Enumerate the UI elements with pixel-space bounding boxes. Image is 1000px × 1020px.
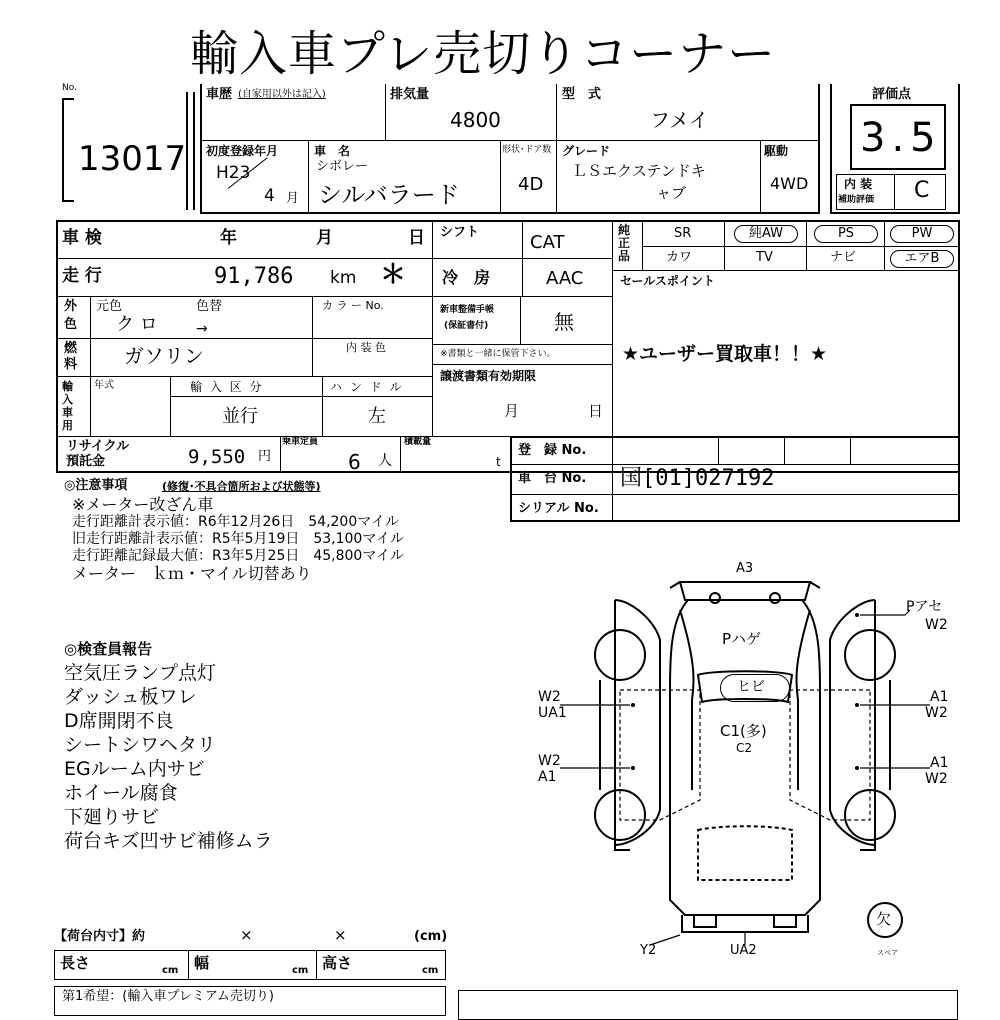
service-book-label-2: (保証書付) [444, 321, 489, 331]
car-name-label: 車 名 [314, 144, 351, 158]
rating-frame [830, 212, 960, 214]
first-reg-month: 4 [264, 186, 275, 206]
diagram-label-bottom-center: UA2 [730, 943, 757, 958]
inspector-line-6: ホイール腐食 [64, 782, 178, 804]
recycle-value: 9,550 [188, 446, 246, 468]
col-line [784, 436, 785, 464]
frame-line [556, 84, 557, 140]
diagram-label-front-right: Pアセ [906, 599, 943, 615]
frame-line [500, 140, 501, 212]
sales-point-label: セールスポイント [620, 274, 715, 288]
col-line [322, 376, 323, 436]
col-line [612, 220, 613, 436]
equip-pw[interactable]: PW [890, 225, 954, 243]
equipment-label: 純正品 [618, 223, 631, 263]
recycle-label-1: リサイクル [66, 439, 130, 454]
mileage-label: 走 行 [62, 266, 102, 286]
interior-divider [894, 174, 895, 210]
diagram-label-top: A3 [736, 561, 754, 576]
import-handle: 左 [368, 406, 386, 427]
inspector-line-5: EGルーム内サビ [64, 758, 205, 780]
ac-label: 冷 房 [442, 268, 491, 287]
row-line [56, 338, 432, 339]
diagram-label-bed2: C2 [736, 741, 753, 755]
model-value: フメイ [650, 108, 709, 132]
sales-point-text: ★ユーザー買取車！！★ [622, 343, 828, 365]
col-line [316, 950, 317, 980]
first-reg-year: H23 [216, 163, 251, 183]
col-line [718, 436, 719, 464]
col-line [90, 296, 91, 436]
diagram-label-right-front2: W2 [925, 705, 948, 721]
color-code-label: カ ラ ー No. [322, 299, 384, 312]
diagram-label-roof: Pハゲ [722, 630, 762, 648]
diagram-label-left-front2: UA1 [538, 705, 567, 721]
lot-bracket-top [62, 98, 74, 100]
fuel-label-2: 料 [64, 357, 78, 372]
color-original-label: 元色 [96, 299, 123, 314]
note-line-5: メーター ｋｍ・マイル切替あり [72, 564, 312, 583]
row-line [432, 296, 612, 297]
frame-line [818, 84, 820, 212]
inspector-line-4: シートシワヘタリ [64, 734, 217, 756]
equip-tv: TV [756, 250, 773, 265]
color-change-label: 色替 [196, 299, 223, 314]
grade-value-1: ＬＳエクステンドキ [572, 162, 706, 180]
chassis-label: 車 台 No. [518, 471, 587, 486]
rating-label: 評価点 [872, 87, 912, 102]
color-label-2: 色 [64, 317, 78, 332]
frame-line [200, 140, 820, 141]
lot-label: No. [62, 83, 77, 93]
equip-ps[interactable]: PS [814, 225, 878, 243]
cargo-label: 【荷台内寸】約 [54, 929, 146, 944]
lot-bracket-left [62, 98, 64, 200]
mileage-value: 91,786 [214, 264, 294, 289]
cargo-length-label: 長さ [60, 954, 91, 972]
notes-title: ◎注意事項 [64, 478, 128, 493]
row-line [432, 364, 612, 365]
capacity-value: 6 [348, 450, 361, 474]
rating-frame [958, 84, 960, 212]
row-line [56, 258, 432, 259]
inspection-month: 月 [316, 228, 333, 248]
diagram-label-right-rear1: A1 [930, 755, 949, 771]
frame-line [200, 84, 202, 214]
transfer-month: 月 [504, 402, 520, 420]
rating-frame [830, 84, 832, 212]
body-value: 4D [518, 174, 544, 195]
diagram-label-left-rear2: A1 [538, 769, 557, 785]
chassis-value: 国[01]027192 [620, 466, 775, 491]
equip-leather: カワ [666, 250, 693, 265]
row-line [56, 376, 432, 377]
diagram-label-left-front1: W2 [538, 689, 561, 705]
load-unit: t [496, 455, 501, 469]
col-line [432, 220, 433, 436]
import-label: 輸入車用 [62, 380, 73, 432]
col-line [188, 950, 189, 980]
displacement-label: 排気量 [390, 87, 430, 102]
import-year-label: 年式 [94, 380, 114, 391]
row-line [510, 494, 960, 495]
frame-line [556, 140, 557, 212]
inspector-line-3: D席開閉不良 [64, 710, 174, 732]
import-category-label: 輸 入 区 分 [190, 380, 264, 394]
transfer-day: 日 [588, 402, 604, 420]
vehicle-damage-diagram [520, 560, 980, 960]
mileage-mark: ＊ [380, 260, 407, 290]
cargo-x2: × [334, 926, 347, 944]
history-note: (自家用以外は記入) [238, 89, 326, 100]
ac-value: AAC [546, 268, 584, 289]
interior-label-1: 内 装 [844, 177, 873, 191]
note-line-3: 旧走行距離計表示値：R5年5月19日 53,100マイル [72, 531, 405, 547]
cargo-width-unit: cm [292, 965, 309, 976]
col-line [312, 296, 313, 338]
lot-bracket-bottom [62, 200, 74, 202]
col-line [724, 220, 725, 270]
frame-line [760, 140, 761, 212]
inspection-label: 車 検 [62, 228, 102, 248]
cargo-unit: (cm) [414, 929, 448, 944]
frame-line [385, 84, 386, 140]
diagram-label-front-right2: W2 [925, 617, 948, 633]
transfer-label: 譲渡書類有効期限 [440, 369, 537, 383]
drive-value: 4WD [770, 174, 809, 193]
row-line [612, 270, 960, 271]
serial-label: シリアル No. [518, 501, 599, 516]
recycle-unit: 円 [258, 449, 272, 464]
row-line [56, 296, 432, 297]
note-line-1: ※メーター改ざん車 [72, 495, 214, 514]
note-line-2: 走行距離計表示値：R6年12月26日 54,200マイル [72, 514, 399, 530]
footer-text: 第1希望：(輸入車プレミアム売切り) [62, 989, 274, 1004]
reg-label: 登 録 No. [518, 443, 587, 458]
diagram-label-left-rear1: W2 [538, 753, 561, 769]
service-book-note: ※書類と一緒に保管下さい。 [440, 349, 556, 359]
cargo-length-unit: cm [162, 965, 179, 976]
color-original: ク ロ [116, 314, 158, 335]
first-reg-label: 初度登録年月 [206, 144, 279, 158]
inspector-title: ◎検査員報告 [64, 640, 153, 658]
fuel-label-1: 燃 [64, 341, 78, 356]
diagram-label-windshield: ヒビ [737, 679, 765, 695]
spare-label: 欠 [876, 910, 892, 928]
drive-label: 駆動 [764, 144, 789, 158]
diagram-label-right-rear2: W2 [925, 771, 948, 787]
recycle-label-2: 預託金 [66, 454, 106, 469]
row-line [432, 344, 612, 345]
diagram-label-right-front1: A1 [930, 689, 949, 705]
cargo-box [54, 950, 446, 980]
cargo-width-label: 幅 [194, 954, 210, 972]
inspector-line-7: 下廻りサビ [64, 806, 160, 828]
diagram-label-bed: C1(多) [720, 722, 767, 740]
inspector-line-1: 空気圧ランプ点灯 [64, 662, 217, 684]
model-label: 型 式 [562, 87, 602, 102]
col-line [522, 220, 523, 296]
rating-score: 3.5 [860, 115, 942, 161]
equip-sr: SR [674, 226, 692, 241]
inspector-line-8: 荷台キズ凹サビ補修ムラ [64, 830, 273, 852]
color-change-arrow: → [196, 321, 208, 337]
frame-line [308, 140, 309, 212]
import-handle-label: ハ ン ド ル [330, 380, 404, 394]
col-line [850, 436, 851, 464]
footer-right-box [458, 990, 958, 1020]
lot-bracket-right2 [193, 92, 195, 210]
interior-value: C [914, 178, 930, 203]
cargo-x1: × [240, 926, 253, 944]
capacity-unit: 人 [378, 453, 392, 469]
equip-aw[interactable]: 純AW [734, 225, 798, 243]
lot-bracket-right [186, 92, 188, 210]
fuel-value: ガソリン [124, 344, 204, 368]
inspector-line-2: ダッシュ板ワレ [64, 686, 197, 708]
equip-airbag[interactable]: エアB [890, 250, 954, 268]
col-line [312, 338, 313, 376]
col-line [400, 436, 401, 473]
inspection-year: 年 [220, 228, 237, 248]
lot-number: 13017 [78, 139, 187, 179]
load-label: 積載量 [404, 437, 432, 447]
cargo-height-unit: cm [422, 965, 439, 976]
row-line [170, 396, 432, 397]
service-book-label-1: 新車整備手帳 [440, 305, 495, 315]
row-line [510, 464, 960, 465]
col-line [884, 220, 885, 270]
grade-label: グレード [562, 144, 611, 158]
color-label-1: 外 [64, 299, 78, 314]
spare-sublabel: スペア [877, 949, 898, 957]
shift-label: シフト [440, 225, 480, 240]
notes-subtitle: (修復･不具合箇所および状態等) [162, 480, 321, 493]
inspection-day: 日 [408, 228, 425, 248]
shift-value: CAT [530, 232, 565, 253]
grade-value-2: ャブ [656, 184, 687, 202]
note-line-4: 走行距離記録最大値：R3年5月25日 45,800マイル [72, 548, 405, 564]
interior-color-label: 内 装 色 [346, 341, 386, 354]
col-line [170, 376, 171, 436]
col-line [520, 296, 521, 344]
mileage-unit: km [330, 268, 357, 288]
col-line [642, 220, 643, 270]
col-line [280, 436, 281, 473]
equip-navi: ナビ [830, 250, 857, 265]
car-maker: シボレー [316, 159, 369, 174]
displacement-value: 4800 [450, 108, 501, 132]
body-label: 形状･ドア数 [502, 145, 552, 155]
row-line [642, 246, 960, 247]
capacity-label: 乗車定員 [282, 437, 319, 447]
first-reg-month-unit: 月 [286, 191, 300, 206]
col-line [806, 220, 807, 270]
cargo-height-label: 高さ [322, 954, 353, 972]
car-name: シルバラード [318, 181, 460, 209]
history-label: 車歴 [206, 87, 233, 102]
col-line [612, 436, 613, 522]
frame-line [200, 212, 820, 214]
service-book-value: 無 [554, 310, 574, 334]
page-title: 輸入車プレ売切りコーナー [190, 26, 777, 82]
interior-label-2: 補助評価 [838, 195, 875, 205]
diagram-label-bottom-left: Y2 [640, 943, 657, 958]
import-category: 並行 [222, 406, 258, 427]
